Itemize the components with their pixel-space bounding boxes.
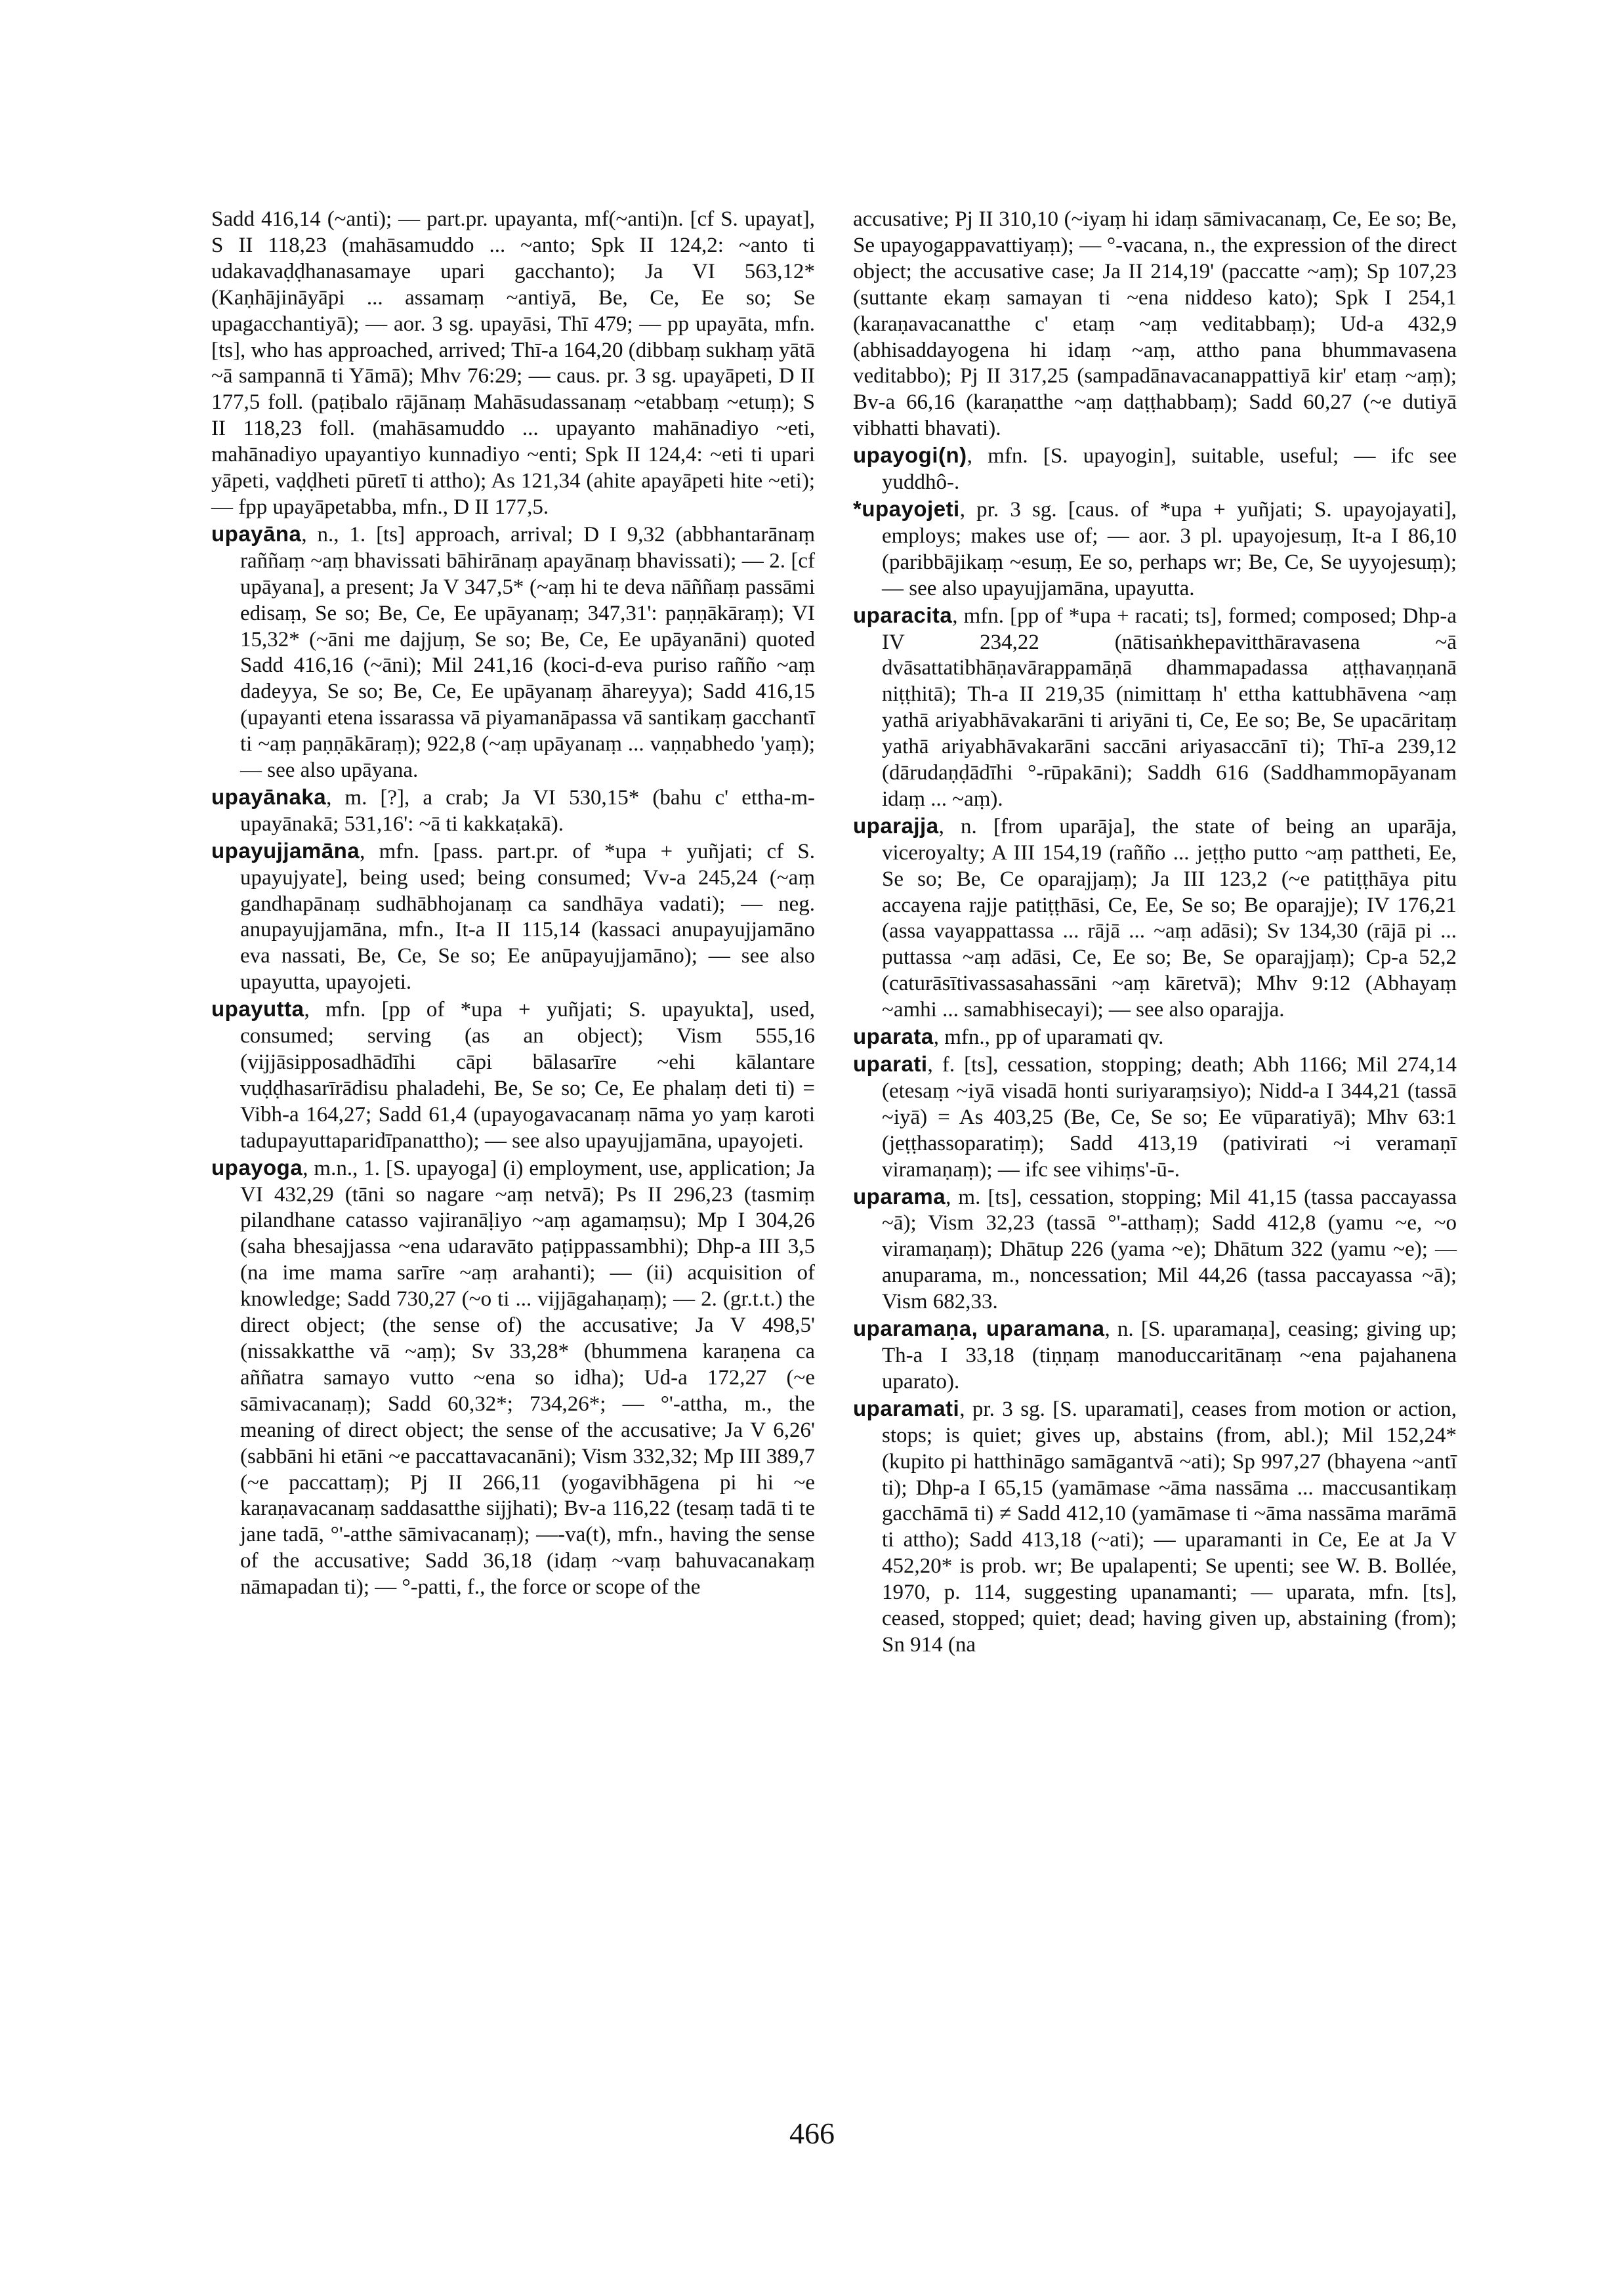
dictionary-entry: [853, 1051, 1457, 1184]
continued-entry: [211, 207, 815, 521]
dictionary-entry: [853, 442, 1457, 496]
page-number: 466: [789, 2117, 835, 2150]
dictionary-entry: [211, 784, 815, 838]
entry-text: , mfn., pp of uparamati qv.: [933, 1025, 1164, 1050]
entry-text: , mfn. [pp of *upa + racati; ts], formed; composed; Dhp-a IV 234,22 (nātisaṅkhepavitthāravasena ~ā dvāsattatibhāṇavārappamāṇā dhammapadassa aṭṭhavaṇṇanā niṭṭhitā); Th-a II 219,35 (nimittaṃ h' ettha kattubhāvena ~aṃ yathā ariyabhāvakarāni ti ariyāni ti, Ce, Ee so; Be, Se upacāritaṃ yathā ariyabhāvakarāni saccāni ariyasaccānī ti); Thī-a 239,12 (dārudaṇḍādīhi °-rūpakāni); Saddh 616 (Saddhammopāyanam idaṃ ... ~aṃ).: [882, 604, 1457, 811]
entry-text: , f. [ts], cessation, stopping; death; Abh 1166; Mil 274,14 (etesaṃ ~iyā visadā honti suriyaraṃsiyo); Nidd-a I 344,21 (tassā ~iyā) = As 403,25 (Be, Ce, Se so; Ee vūparatiyā); Mhv 63:1 (jeṭṭhassoparatiṃ); Sadd 413,19 (pativirati ~i veramaṇī viramaṇaṃ); — ifc see vihiṃs'-ū-.: [882, 1053, 1457, 1182]
dictionary-entry: [211, 838, 815, 996]
entry-text: , mfn. [S. upayogin], suitable, useful; — ifc see yuddhô-.: [882, 444, 1457, 495]
entry-text: , n. [S. uparamaṇa], ceasing; giving up; Th-a I 33,18 (tiṇṇaṃ manoduccaritānaṃ ~ena pajahanena uparato).: [882, 1317, 1457, 1394]
dictionary-entry: [853, 813, 1457, 1023]
dictionary-entry: [853, 1396, 1457, 1659]
entry-headword: uparati: [853, 1052, 928, 1076]
dictionary-entry: [211, 1155, 815, 1601]
dictionary-entry: [853, 496, 1457, 602]
entry-headword: upayujjamāna: [211, 838, 360, 863]
entry-text: , pr. 3 sg. [S. uparamati], ceases from motion or action, stops; is quiet; gives up, abstains (from, abl.); Mil 152,24* (kupito pi hatthināgo samāgantvā ~ati); Sp 997,27 (bhayena ~antī ti); Dhp-a I 65,15 (yamāmase ~āma nassāma ... maccusantikaṃ gacchāmā ti) ≠ Sadd 412,10 (yamāmase ti ~āma nassāma marāmā ti attho); Sadd 413,18 (~ati); — uparamanti in Ce, Ee at Ja V 452,20* is prob. wr; Be upalapenti; Se upenti; see W. B. Bollée, 1970, p. 114, suggesting upanamanti; — uparata, mfn. [ts], ceased, stopped; quiet; dead; having given up, abstaining (from); Sn 914 (na: [882, 1397, 1457, 1657]
entry-headword: upayogi(n): [853, 443, 967, 468]
entry-headword: uparacita: [853, 602, 953, 627]
entry-headword: upayāna: [211, 521, 302, 546]
entry-text: , pr. 3 sg. [caus. of *upa + yuñjati; S. upayojayati], employs; makes use of; — aor. 3 pl. upayojesuṃ, It-a I 86,10 (paribbājikaṃ ~esuṃ, Ee so, perhaps wr; Be, Ce, Se uyyojesuṃ); — see also upayujjamāna, upayutta.: [882, 497, 1457, 600]
entry-headword: uparajja: [853, 813, 939, 838]
entry-text: , m.n., 1. [S. upayoga] (i) employment, use, application; Ja VI 432,29 (tāni so nagare ~aṃ netvā); Ps II 296,23 (tasmiṃ pilandhane catasso vajiranāḷiyo ~aṃ agamaṃsu); Mp I 304,26 (saha bhesajjassa ~ena udaravāto paṭippassambhi); Dhp-a III 3,5 (na ime mama sarīre ~aṃ arahanti); — (ii) acquisition of knowledge; Sadd 730,27 (~o ti ... vijjāgahaṇaṃ); — 2. (gr.t.t.) the direct object; (the sense of) the accusative; Ja V 498,5' (nissakkatthe vā ~aṃ); Sv 33,28* (bhummena karaṇena ca aññatra samayo vutto ~ena so idha); Ud-a 172,27 (~e sāmivacanaṃ); Sadd 60,32*; 734,26*; — °'-attha, m., the meaning of direct object; the sense of the accusative; Ja V 6,26' (sabbāni hi etāni ~e paccattavacanāni); Vism 332,32; Mp III 389,7 (~e paccattaṃ); Pj II 266,11 (yogavibhāgena pi hi ~e karaṇavacanaṃ saddasatthe sijjhati); Bv-a 116,22 (tesaṃ tadā ti te jane tadā, °'-atthe sāmivacanaṃ); —-va(t), mfn., having the sense of the accusative; Sadd 36,18 (idaṃ ~vaṃ bahuvacanakaṃ nāmapadan ti); — °-patti, f., the force or scope of the: [240, 1156, 815, 1600]
continued-entry: [853, 207, 1457, 442]
entry-headword: uparamaṇa, uparamana: [853, 1316, 1105, 1341]
entry-text: , mfn. [pp of *upa + yuñjati; S. upayukta], used, consumed; serving (as an object); Vism 555,16 (vijjāsipposadhādīhi cāpi bālasarīre ~ehi kālantare vuḍḍhasarīrādisu phaladehi, Be, Se so; Ce, Ee phalaṃ deti ti) = Vibh-a 164,27; Sadd 61,4 (upayogavacanaṃ nāma yo yaṃ karoti tadupayuttaparidīpanattho); — see also upayujjamāna, upayojeti.: [240, 998, 815, 1153]
entry-headword: *upayojeti: [853, 496, 960, 521]
dictionary-entry: [853, 1315, 1457, 1396]
dictionary-entry: [211, 996, 815, 1154]
left-column: [211, 207, 815, 1601]
entry-headword: upayutta: [211, 997, 304, 1022]
entry-headword: uparata: [853, 1024, 934, 1049]
dictionary-entry: [211, 521, 815, 784]
entry-text: accusative; Pj II 310,10 (~iyaṃ hi idaṃ sāmivacanaṃ, Ce, Ee so; Be, Se upayogappavattiyaṃ); — °-vacana, n., the expression of the direct object; the accusative case; Ja II 214,19' (paccatte ~aṃ); Sp 107,23 (suttante ekaṃ samayan ti ~ena niddeso kato); Spk I 254,1 (karaṇavacanatthe c' etaṃ ~aṃ veditabbaṃ); Ud-a 432,9 (abhisaddayogena hi idaṃ ~aṃ, attho pana bhummavasena veditabbo); Pj II 317,25 (sampadānavacanappattiyā kir' etaṃ ~aṃ); Bv-a 66,16 (karaṇatthe ~aṃ daṭṭhabbaṃ); Sadd 60,27 (~e dutiyā vibhatti bhavati).: [853, 207, 1457, 441]
dictionary-entry: [853, 1023, 1457, 1051]
entry-headword: upayoga: [211, 1155, 303, 1180]
entry-headword: upayānaka: [211, 784, 327, 809]
entry-text: , m. [ts], cessation, stopping; Mil 41,15 (tassa paccayassa ~ā); Vism 32,23 (tassā °'-atthaṃ); Sadd 412,8 (yamu ~e, ~o viramaṇaṃ); Dhātup 226 (yama ~e); Dhātum 322 (yamu ~e); — anuparama, m., noncessation; Mil 44,26 (tassa paccayassa ~ā); Vism 682,33.: [882, 1185, 1457, 1314]
entry-text: Sadd 416,14 (~anti); — part.pr. upayanta, mf(~anti)n. [cf S. upayat], S II 118,23 (mahāsamuddo ... ~anto; Spk II 124,2: ~anto ti udakavaḍḍhanasamaye upari gacchanto); Ja VI 563,12* (Kaṇhājināyāpi ... assamaṃ ~antiyā, Be, Ce, Ee so; Se upagacchantiyā); — aor. 3 sg. upayāsi, Thī 479; — pp upayāta, mfn. [ts], who has approached, arrived; Thī-a 164,20 (dibbaṃ sukhaṃ yātā ~ā sampannā ti Yāmā); Mhv 76:29; — caus. pr. 3 sg. upayāpeti, D II 177,5 foll. (paṭibalo rājānaṃ Mahāsudassanaṃ ~etabbaṃ ~etuṃ); S II 118,23 foll. (mahāsamuddo ... upayanto mahānadiyo ~eti, mahānadiyo upayantiyo kunnadiyo ~enti; Spk II 124,4: ~eti ti upari yāpeti, vaḍḍheti pūretī ti attho); As 121,34 (ahite apayāpeti hite ~eti); — fpp upayāpetabba, mfn., D II 177,5.: [211, 207, 815, 519]
entry-text: , mfn. [pass. part.pr. of *upa + yuñjati; cf S. upayujyate], being used; being consumed; Vv-a 245,24 (~aṃ gandhapānaṃ sudhābhojanaṃ ca sandhāya vadati); — neg. anupayujjamāna, mfn., It-a II 115,14 (kassaci anupayujjamāno eva nassati, Be, Ce, Se so; Ee anūpayujjamāno); — see also upayutta, upayojeti.: [240, 839, 815, 995]
dictionary-entry: [853, 1184, 1457, 1316]
entry-text: , n. [from uparāja], the state of being an uparāja, viceroyalty; A III 154,19 (rañño ... jeṭṭho putto ~aṃ pattheti, Ee, Se so; Be, Ce oparajjaṃ); Ja III 123,2 (~e patiṭṭhāya pitu accayena rajje patiṭṭhāsi, Ce, Ee, Se so; Be oparajje); IV 176,21 (assa vayappattassa ... rājā ... ~aṃ adāsi); Sv 134,30 (rājā pi ... puttassa ~aṃ adāsi, Ce, Ee so; Be, Se oparajjaṃ); Cp-a 52,2 (caturāsītivassasahassāni ~aṃ kāretvā); Mhv 9:12 (Abhayaṃ ~amhi ... samabhisecayi); — see also oparajja.: [882, 814, 1457, 1022]
entry-headword: uparama: [853, 1184, 946, 1209]
entry-text: , m. [?], a crab; Ja VI 530,15* (bahu c' ettha-m-upayānakā; 531,16': ~ā ti kakkaṭakā).: [240, 785, 815, 836]
dictionary-entry: [853, 602, 1457, 813]
entry-headword: uparamati: [853, 1396, 960, 1420]
entry-text: , n., 1. [ts] approach, arrival; D I 9,32 (abbhantarānaṃ raññaṃ ~aṃ bhavissati bāhirānaṃ apayānaṃ bhavissati); — 2. [cf upāyana], a present; Ja V 347,5* (~aṃ hi te deva nāññaṃ passāmi edisaṃ, Se so; Be, Ce, Ee upāyanaṃ; 347,31': paṇṇākāraṃ); VI 15,32* (~āni me dajjuṃ, Se so; Be, Ce, Ee upāyanāni) quoted Sadd 416,16 (~āni); Mil 241,16 (koci-d-eva puriso rañño ~aṃ dadeyya, Se so; Be, Ce, Ee upāyanaṃ āhareyya); Sadd 416,15 (upayanti etena issarassa vā piyamanāpassa vā santikaṃ gacchantī ti ~aṃ paṇṇākāraṃ); 922,8 (~aṃ upāyanaṃ ... vaṇṇabhedo 'yaṃ); — see also upāyana.: [240, 522, 815, 783]
right-column: [853, 207, 1457, 1659]
